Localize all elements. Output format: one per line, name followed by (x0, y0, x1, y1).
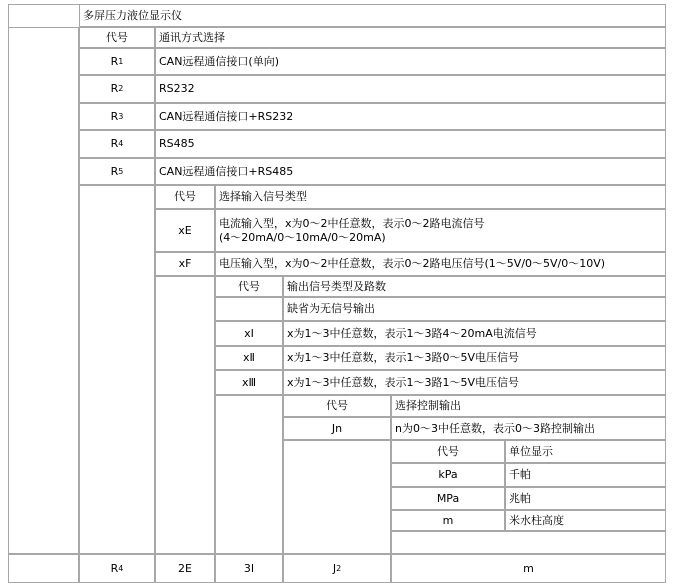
control-block-left-spacer (283, 440, 391, 554)
comm-option-desc: CAN远程通信接口+RS485 (155, 158, 666, 185)
unit-row-code: m (391, 510, 505, 531)
comm-option-code: R 4 (79, 130, 155, 158)
control-header-code: 代号 (283, 395, 391, 417)
input-xf-desc: 电压输入型，x为0～2中任意数，表示0～2路电压信号(1～5V/0～5V/0～10V) (215, 252, 666, 276)
unit-header-desc: 单位显示 (505, 440, 666, 463)
unit-row-desc: 米水柱高度 (505, 510, 666, 531)
comm-option-desc: RS485 (155, 130, 666, 158)
unit-row-code: MPa (391, 487, 505, 510)
control-jn-desc: n为0～3中任意数，表示0～3路控制输出 (391, 417, 666, 440)
input-xe-desc-line1: 电流输入型，x为0～2中任意数，表示0～2路电流信号 (219, 216, 485, 230)
output-row-desc: x为1～3中任意数，表示1～3路0～5V电压信号 (283, 346, 666, 370)
example-input-code: 2E (155, 554, 215, 583)
input-block-left-spacer (155, 276, 215, 554)
model-column-left-block (8, 27, 79, 554)
output-row-desc: x为1～3中任意数，表示1～3路4～20mA电流信号 (283, 321, 666, 346)
comm-block-left-spacer (79, 185, 155, 554)
input-xe-desc (215, 209, 666, 252)
comm-option-desc: CAN远程通信接口+RS232 (155, 103, 666, 130)
input-header-desc: 选择输入信号类型 (215, 185, 666, 209)
comm-option-code: R 1 (79, 48, 155, 75)
comm-option-code: R 5 (79, 158, 155, 185)
comm-option-code: R 2 (79, 75, 155, 103)
example-output-code: 3Ⅰ (215, 554, 283, 583)
output-row-code: xⅢ (215, 370, 283, 395)
output-row-desc: x为1～3中任意数，表示1～3路1～5V电压信号 (283, 370, 666, 395)
output-header-desc: 输出信号类型及路数 (283, 276, 666, 297)
comm-option-desc: CAN远程通信接口(单向) (155, 48, 666, 75)
input-xf-code: xF (155, 252, 215, 276)
page-title: 多屏压力液位显示仪 (79, 4, 666, 27)
example-unit-code: m (391, 554, 666, 583)
output-default-desc: 缺省为无信号输出 (283, 297, 666, 321)
output-default-spacer (215, 297, 283, 321)
comm-header-code: 代号 (79, 27, 155, 48)
control-jn-code: Jn (283, 417, 391, 440)
example-control-code: J 2 (283, 554, 391, 583)
input-xe-code: xE (155, 209, 215, 252)
control-header-desc: 选择控制输出 (391, 395, 666, 417)
unit-row-desc: 千帕 (505, 463, 666, 487)
comm-option-desc: RS232 (155, 75, 666, 103)
unit-row-desc: 兆帕 (505, 487, 666, 510)
input-xe-desc-line2: (4～20mA/0～10mA/0～20mA) (219, 230, 386, 244)
output-row-code: xⅠ (215, 321, 283, 346)
unit-row-code: kPa (391, 463, 505, 487)
comm-header-desc: 通讯方式选择 (155, 27, 666, 48)
unit-block-spacer (391, 531, 666, 554)
output-block-left-spacer (215, 395, 283, 554)
example-spacer (8, 554, 79, 583)
output-row-code: xⅡ (215, 346, 283, 370)
unit-header-code: 代号 (391, 440, 505, 463)
input-header-code: 代号 (155, 185, 215, 209)
output-header-code: 代号 (215, 276, 283, 297)
comm-option-code: R 3 (79, 103, 155, 130)
example-comm-code: R 4 (79, 554, 155, 583)
